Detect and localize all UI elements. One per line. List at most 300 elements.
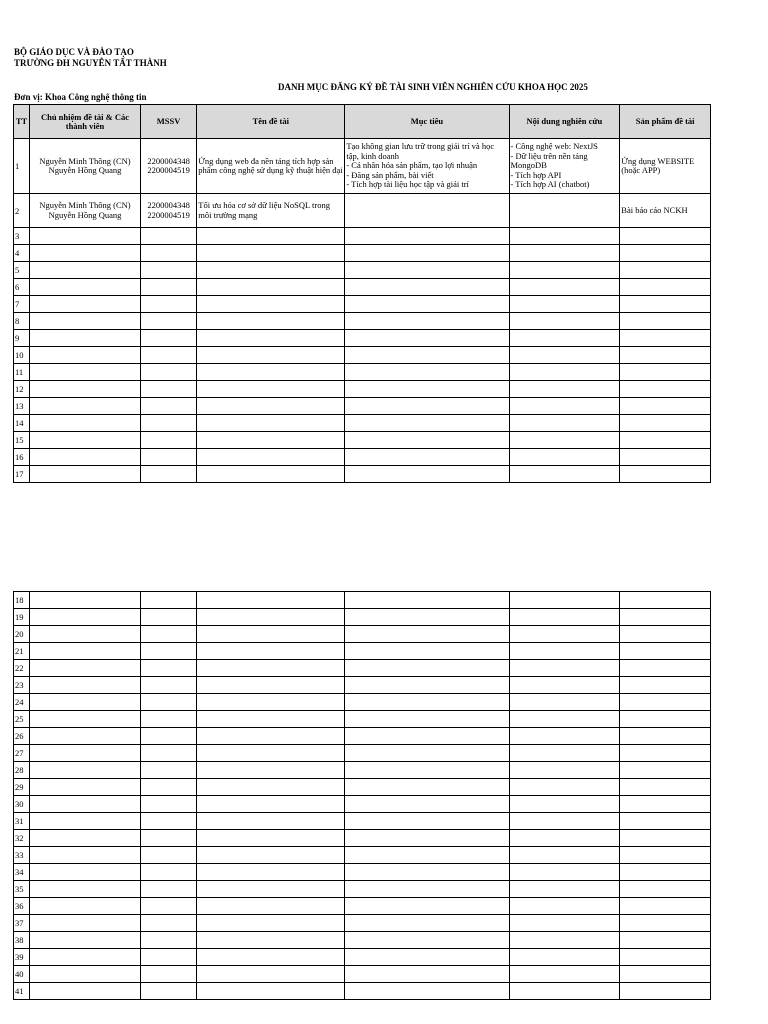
table-row xyxy=(14,949,711,966)
goal-cell xyxy=(345,626,509,643)
mssv-cell xyxy=(140,949,196,966)
table-row xyxy=(14,745,711,762)
header-topic: Tên đề tài xyxy=(197,105,345,139)
organization-header xyxy=(14,47,167,69)
table-row xyxy=(14,694,711,711)
goal-cell xyxy=(345,932,509,949)
goal-cell xyxy=(345,745,509,762)
mssv-cell xyxy=(140,830,196,847)
row-number: 2 xyxy=(14,194,30,228)
members-cell xyxy=(30,711,141,728)
members-cell xyxy=(30,813,141,830)
members-cell xyxy=(30,830,141,847)
mssv-cell xyxy=(140,626,196,643)
mssv-cell xyxy=(140,711,196,728)
members-cell xyxy=(30,864,141,881)
topic-cell xyxy=(197,296,345,313)
topic-cell xyxy=(197,711,345,728)
row-number: 7 xyxy=(14,296,30,313)
members-cell xyxy=(30,313,141,330)
topic-cell xyxy=(197,830,345,847)
mssv-cell xyxy=(140,847,196,864)
table-row xyxy=(14,728,711,745)
ministry-name: BỘ GIÁO DỤC VÀ ĐÀO TẠO xyxy=(14,47,134,57)
row-number: 32 xyxy=(14,830,30,847)
members-cell xyxy=(30,262,141,279)
table-row xyxy=(14,915,711,932)
table-row xyxy=(14,762,711,779)
row-number: 6 xyxy=(14,279,30,296)
members-cell xyxy=(30,898,141,915)
product-cell xyxy=(620,677,711,694)
table-row xyxy=(14,898,711,915)
members-cell xyxy=(30,745,141,762)
topic-cell xyxy=(197,966,345,983)
row-number: 9 xyxy=(14,330,30,347)
topic-cell xyxy=(197,347,345,364)
topic-cell xyxy=(197,415,345,432)
topic-cell xyxy=(197,864,345,881)
mssv-cell xyxy=(140,864,196,881)
content-cell xyxy=(509,932,620,949)
table-row xyxy=(14,864,711,881)
members-cell xyxy=(30,245,141,262)
topic-cell xyxy=(197,932,345,949)
table-row xyxy=(14,830,711,847)
goal-cell xyxy=(345,864,509,881)
goal-cell xyxy=(345,313,509,330)
members-cell xyxy=(30,677,141,694)
members-cell xyxy=(30,847,141,864)
table-row xyxy=(14,847,711,864)
table-row xyxy=(14,711,711,728)
members-cell xyxy=(30,449,141,466)
members-cell xyxy=(30,279,141,296)
row-number: 18 xyxy=(14,592,30,609)
content-cell xyxy=(509,864,620,881)
product-cell xyxy=(620,966,711,983)
members-cell xyxy=(30,915,141,932)
content-cell xyxy=(509,626,620,643)
table-row xyxy=(14,194,711,228)
content-cell: - Công nghệ web: NextJS - Dữ liệu trên nền tảng MongoDB - Tích hợp API - Tích hợp AI (chatbot) xyxy=(509,139,620,194)
members-cell xyxy=(30,762,141,779)
topic-cell xyxy=(197,660,345,677)
goal-cell xyxy=(345,347,509,364)
mssv-cell xyxy=(140,762,196,779)
table-row xyxy=(14,313,711,330)
mssv-cell xyxy=(140,779,196,796)
row-number: 20 xyxy=(14,626,30,643)
row-number: 27 xyxy=(14,745,30,762)
topic-cell xyxy=(197,364,345,381)
content-cell xyxy=(509,245,620,262)
row-number: 35 xyxy=(14,881,30,898)
goal-cell xyxy=(345,677,509,694)
row-number: 17 xyxy=(14,466,30,483)
mssv-cell xyxy=(140,813,196,830)
mssv-cell xyxy=(140,398,196,415)
product-cell xyxy=(620,398,711,415)
product-cell xyxy=(620,643,711,660)
goal-cell xyxy=(345,609,509,626)
mssv-cell xyxy=(140,466,196,483)
product-cell: Ứng dụng WEBSITE (hoặc APP) xyxy=(620,139,711,194)
goal-cell xyxy=(345,466,509,483)
content-cell xyxy=(509,228,620,245)
goal-cell xyxy=(345,381,509,398)
content-cell xyxy=(509,449,620,466)
topic-cell xyxy=(197,813,345,830)
mssv-cell xyxy=(140,898,196,915)
goal-cell xyxy=(345,194,509,228)
content-cell xyxy=(509,415,620,432)
content-cell xyxy=(509,881,620,898)
content-cell xyxy=(509,677,620,694)
row-number: 33 xyxy=(14,847,30,864)
topic-cell xyxy=(197,728,345,745)
product-cell xyxy=(620,813,711,830)
product-cell xyxy=(620,660,711,677)
goal-cell xyxy=(345,449,509,466)
row-number: 23 xyxy=(14,677,30,694)
content-cell xyxy=(509,466,620,483)
table-header-row xyxy=(14,105,711,139)
product-cell xyxy=(620,915,711,932)
row-number: 22 xyxy=(14,660,30,677)
product-cell xyxy=(620,279,711,296)
row-number: 10 xyxy=(14,347,30,364)
table-row xyxy=(14,449,711,466)
members-cell xyxy=(30,881,141,898)
mssv-cell xyxy=(140,296,196,313)
table-row xyxy=(14,432,711,449)
members-cell xyxy=(30,398,141,415)
product-cell xyxy=(620,983,711,1000)
row-number: 15 xyxy=(14,432,30,449)
topic-cell xyxy=(197,694,345,711)
goal-cell xyxy=(345,830,509,847)
table-row xyxy=(14,932,711,949)
content-cell xyxy=(509,313,620,330)
goal-cell xyxy=(345,915,509,932)
mssv-cell xyxy=(140,313,196,330)
product-cell xyxy=(620,762,711,779)
topic-cell xyxy=(197,796,345,813)
row-number: 4 xyxy=(14,245,30,262)
members-cell xyxy=(30,381,141,398)
row-number: 3 xyxy=(14,228,30,245)
table-row xyxy=(14,245,711,262)
row-number: 19 xyxy=(14,609,30,626)
content-cell xyxy=(509,279,620,296)
product-cell xyxy=(620,745,711,762)
topic-cell xyxy=(197,279,345,296)
table-row xyxy=(14,592,711,609)
topic-cell xyxy=(197,626,345,643)
table-row xyxy=(14,381,711,398)
members-cell xyxy=(30,932,141,949)
members-cell xyxy=(30,466,141,483)
topic-cell xyxy=(197,847,345,864)
row-number: 39 xyxy=(14,949,30,966)
content-cell xyxy=(509,364,620,381)
topic-cell xyxy=(197,915,345,932)
mssv-cell xyxy=(140,796,196,813)
goal-cell xyxy=(345,228,509,245)
topic-cell: Ứng dụng web đa nền tảng tích hợp sản phẩm công nghệ sử dụng kỹ thuật hiện đại xyxy=(197,139,345,194)
members-cell xyxy=(30,779,141,796)
members-cell xyxy=(30,592,141,609)
product-cell: Bài báo cáo NCKH xyxy=(620,194,711,228)
product-cell xyxy=(620,949,711,966)
goal-cell xyxy=(345,643,509,660)
product-cell xyxy=(620,779,711,796)
table-row xyxy=(14,779,711,796)
header-tt: TT xyxy=(14,105,30,139)
goal-cell xyxy=(345,279,509,296)
topic-cell xyxy=(197,745,345,762)
content-cell xyxy=(509,847,620,864)
content-cell xyxy=(509,813,620,830)
row-number: 36 xyxy=(14,898,30,915)
header-product: Sản phẩm đề tài xyxy=(620,105,711,139)
goal-cell xyxy=(345,245,509,262)
row-number: 24 xyxy=(14,694,30,711)
mssv-cell xyxy=(140,347,196,364)
product-cell xyxy=(620,330,711,347)
topic-cell xyxy=(197,898,345,915)
mssv-cell: 2200004348 2200004519 xyxy=(140,194,196,228)
product-cell xyxy=(620,711,711,728)
table-row xyxy=(14,609,711,626)
university-name: TRƯỜNG ĐH NGUYỄN TẤT THÀNH xyxy=(14,58,167,68)
product-cell xyxy=(620,313,711,330)
mssv-cell xyxy=(140,449,196,466)
content-cell xyxy=(509,796,620,813)
content-cell xyxy=(509,949,620,966)
table-row xyxy=(14,296,711,313)
product-cell xyxy=(620,609,711,626)
goal-cell xyxy=(345,813,509,830)
row-number: 41 xyxy=(14,983,30,1000)
members-cell xyxy=(30,347,141,364)
row-number: 11 xyxy=(14,364,30,381)
goal-cell xyxy=(345,949,509,966)
topic-cell xyxy=(197,983,345,1000)
content-cell xyxy=(509,432,620,449)
members-cell xyxy=(30,983,141,1000)
topic-cell: Tối ưu hóa cơ sở dữ liệu NoSQL trong môi trường mạng xyxy=(197,194,345,228)
content-cell xyxy=(509,745,620,762)
content-cell xyxy=(509,347,620,364)
row-number: 12 xyxy=(14,381,30,398)
product-cell xyxy=(620,728,711,745)
goal-cell xyxy=(345,796,509,813)
members-cell xyxy=(30,694,141,711)
product-cell xyxy=(620,432,711,449)
table-row xyxy=(14,813,711,830)
members-cell xyxy=(30,966,141,983)
goal-cell xyxy=(345,432,509,449)
table-row xyxy=(14,677,711,694)
content-cell xyxy=(509,398,620,415)
goal-cell xyxy=(345,592,509,609)
content-cell xyxy=(509,381,620,398)
mssv-cell xyxy=(140,415,196,432)
content-cell xyxy=(509,728,620,745)
content-cell xyxy=(509,296,620,313)
mssv-cell xyxy=(140,881,196,898)
topic-cell xyxy=(197,330,345,347)
row-number: 37 xyxy=(14,915,30,932)
product-cell xyxy=(620,381,711,398)
product-cell xyxy=(620,932,711,949)
members-cell xyxy=(30,643,141,660)
content-cell xyxy=(509,779,620,796)
members-cell xyxy=(30,609,141,626)
header-mssv: MSSV xyxy=(140,105,196,139)
table-row xyxy=(14,262,711,279)
row-number: 29 xyxy=(14,779,30,796)
registration-table xyxy=(13,104,711,483)
mssv-cell xyxy=(140,983,196,1000)
goal-cell xyxy=(345,398,509,415)
content-cell xyxy=(509,762,620,779)
topic-cell xyxy=(197,245,345,262)
topic-cell xyxy=(197,228,345,245)
goal-cell xyxy=(345,966,509,983)
mssv-cell xyxy=(140,694,196,711)
content-cell xyxy=(509,592,620,609)
members-cell xyxy=(30,228,141,245)
unit-label: Đơn vị: Khoa Công nghệ thông tin xyxy=(14,92,147,102)
product-cell xyxy=(620,881,711,898)
table-row xyxy=(14,796,711,813)
goal-cell xyxy=(345,881,509,898)
header-members: Chủ nhiệm đề tài & Các thành viên xyxy=(30,105,141,139)
members-cell xyxy=(30,364,141,381)
members-cell: Nguyễn Minh Thông (CN) Nguyễn Hồng Quang xyxy=(30,139,141,194)
goal-cell xyxy=(345,711,509,728)
product-cell xyxy=(620,347,711,364)
goal-cell xyxy=(345,779,509,796)
goal-cell xyxy=(345,694,509,711)
table-row xyxy=(14,228,711,245)
header-goal: Mục tiêu xyxy=(345,105,509,139)
row-number: 21 xyxy=(14,643,30,660)
row-number: 14 xyxy=(14,415,30,432)
members-cell xyxy=(30,728,141,745)
members-cell: Nguyễn Minh Thông (CN) Nguyễn Hồng Quang xyxy=(30,194,141,228)
product-cell xyxy=(620,847,711,864)
product-cell xyxy=(620,449,711,466)
members-cell xyxy=(30,949,141,966)
product-cell xyxy=(620,466,711,483)
row-number: 25 xyxy=(14,711,30,728)
goal-cell xyxy=(345,847,509,864)
mssv-cell: 2200004348 2200004519 xyxy=(140,139,196,194)
table-row xyxy=(14,466,711,483)
product-cell xyxy=(620,245,711,262)
table-row xyxy=(14,966,711,983)
goal-cell: Tạo không gian lưu trữ trong giải trí và học tập, kinh doanh - Cá nhân hóa sản phẩm, tạo lợi nhuận - Đăng sản phẩm, bài viết - Tích hợp tài liệu học tập và giải trí xyxy=(345,139,509,194)
mssv-cell xyxy=(140,245,196,262)
mssv-cell xyxy=(140,915,196,932)
mssv-cell xyxy=(140,932,196,949)
mssv-cell xyxy=(140,381,196,398)
table-row xyxy=(14,626,711,643)
row-number: 26 xyxy=(14,728,30,745)
row-number: 13 xyxy=(14,398,30,415)
mssv-cell xyxy=(140,643,196,660)
product-cell xyxy=(620,626,711,643)
row-number: 5 xyxy=(14,262,30,279)
mssv-cell xyxy=(140,262,196,279)
content-cell xyxy=(509,194,620,228)
table-row xyxy=(14,330,711,347)
product-cell xyxy=(620,592,711,609)
topic-cell xyxy=(197,262,345,279)
row-number: 1 xyxy=(14,139,30,194)
product-cell xyxy=(620,830,711,847)
content-cell xyxy=(509,660,620,677)
goal-cell xyxy=(345,728,509,745)
goal-cell xyxy=(345,296,509,313)
product-cell xyxy=(620,364,711,381)
product-cell xyxy=(620,415,711,432)
table-row xyxy=(14,139,711,194)
mssv-cell xyxy=(140,677,196,694)
topic-cell xyxy=(197,762,345,779)
table-row xyxy=(14,415,711,432)
topic-cell xyxy=(197,398,345,415)
product-cell xyxy=(620,898,711,915)
product-cell xyxy=(620,864,711,881)
content-cell xyxy=(509,330,620,347)
table-row xyxy=(14,347,711,364)
topic-cell xyxy=(197,779,345,796)
topic-cell xyxy=(197,449,345,466)
content-cell xyxy=(509,643,620,660)
mssv-cell xyxy=(140,966,196,983)
product-cell xyxy=(620,296,711,313)
document-title: DANH MỤC ĐĂNG KÝ ĐỀ TÀI SINH VIÊN NGHIÊN CỨU KHOA HỌC 2025 xyxy=(278,82,588,92)
goal-cell xyxy=(345,660,509,677)
mssv-cell xyxy=(140,609,196,626)
row-number: 40 xyxy=(14,966,30,983)
members-cell xyxy=(30,415,141,432)
registration-table-continued xyxy=(13,591,711,1000)
row-number: 16 xyxy=(14,449,30,466)
topic-cell xyxy=(197,881,345,898)
content-cell xyxy=(509,609,620,626)
members-cell xyxy=(30,330,141,347)
mssv-cell xyxy=(140,279,196,296)
content-cell xyxy=(509,898,620,915)
table-row xyxy=(14,398,711,415)
goal-cell xyxy=(345,762,509,779)
content-cell xyxy=(509,694,620,711)
goal-cell xyxy=(345,364,509,381)
topic-cell xyxy=(197,313,345,330)
goal-cell xyxy=(345,330,509,347)
members-cell xyxy=(30,626,141,643)
topic-cell xyxy=(197,609,345,626)
goal-cell xyxy=(345,983,509,1000)
members-cell xyxy=(30,296,141,313)
mssv-cell xyxy=(140,592,196,609)
